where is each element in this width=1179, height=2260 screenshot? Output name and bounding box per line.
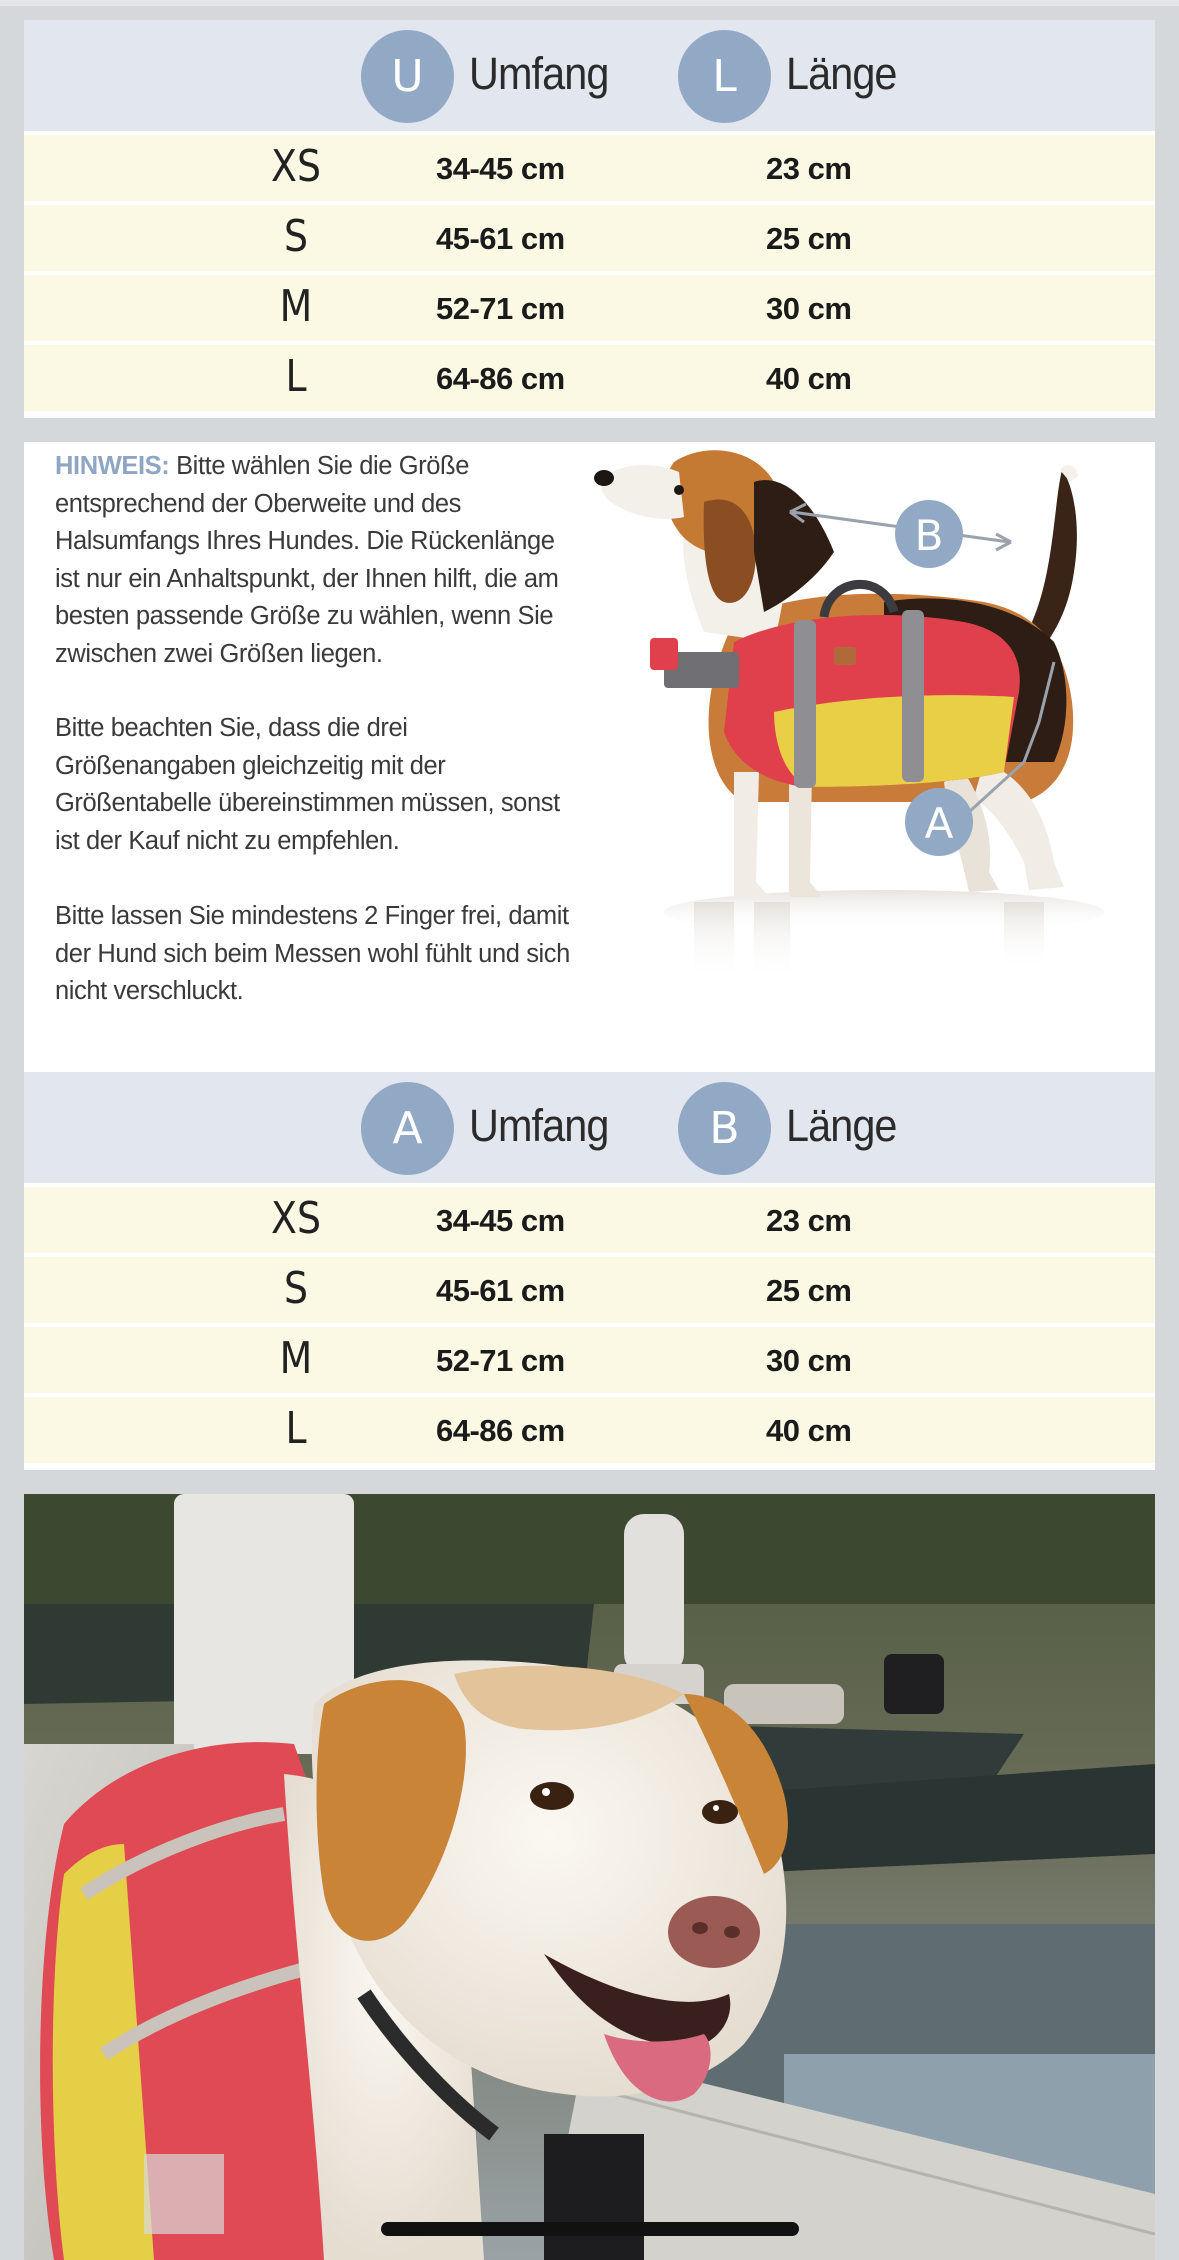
table-row bbox=[24, 1257, 1155, 1323]
badge-l: L bbox=[678, 30, 771, 123]
badge-u: U bbox=[361, 30, 454, 123]
girth-value: 34-45 cm bbox=[436, 151, 565, 186]
size-label: S bbox=[283, 1263, 309, 1314]
note-paragraph-1 bbox=[55, 448, 575, 673]
measurement-note bbox=[24, 442, 1155, 1072]
table-row bbox=[24, 1327, 1155, 1393]
badge-b: B bbox=[678, 1082, 771, 1175]
size-label: L bbox=[285, 351, 307, 402]
girth-value: 64-86 cm bbox=[436, 1413, 565, 1448]
girth-value: 52-71 cm bbox=[436, 291, 565, 326]
size-label: L bbox=[285, 1403, 307, 1454]
dog-measurement-illustration bbox=[584, 442, 1144, 1042]
girth-value: 34-45 cm bbox=[436, 1203, 565, 1238]
table-row bbox=[24, 135, 1155, 201]
size-table-1 bbox=[24, 20, 1155, 418]
home-indicator bbox=[381, 2222, 799, 2236]
size-table-header bbox=[24, 1072, 1155, 1183]
size-label: XS bbox=[271, 1193, 321, 1244]
note-paragraph-2: Bitte beachten Sie, dass die drei Größenangaben gleichzeitig mit der Größentabelle übereinstimmen müssen, sonst ist der Kauf nicht zu empfehlen. bbox=[55, 714, 560, 855]
girth-value: 45-61 cm bbox=[436, 1273, 565, 1308]
size-label: M bbox=[279, 281, 313, 332]
table-row bbox=[24, 1187, 1155, 1253]
girth-value: 45-61 cm bbox=[436, 221, 565, 256]
table-row bbox=[24, 275, 1155, 341]
length-value: 25 cm bbox=[766, 1273, 852, 1308]
note-paragraph-3: Bitte lassen Sie mindestens 2 Finger frei, damit der Hund sich beim Messen wohl fühlt und sich nicht verschluckt. bbox=[55, 902, 570, 1005]
note-text-1: Bitte wählen Sie die Größe entsprechend der Oberweite und des Halsumfangs Ihres Hundes. Die Rückenlänge ist nur ein Anhaltspunkt, der Ihnen hilft, die am besten passende Größe zu wählen, wenn Sie zwischen zwei Größen liegen. bbox=[55, 452, 559, 668]
size-label: S bbox=[283, 211, 309, 262]
length-value: 40 cm bbox=[766, 361, 852, 396]
header-label-umfang: Umfang bbox=[469, 48, 609, 99]
dog-photo bbox=[24, 1494, 1155, 2260]
label-b: B bbox=[914, 511, 944, 560]
table-row bbox=[24, 1397, 1155, 1463]
length-value: 40 cm bbox=[766, 1413, 852, 1448]
size-label: XS bbox=[271, 141, 321, 192]
length-value: 30 cm bbox=[766, 1343, 852, 1378]
table-row bbox=[24, 345, 1155, 411]
header-label-laenge: Länge bbox=[786, 1100, 897, 1151]
girth-value: 52-71 cm bbox=[436, 1343, 565, 1378]
label-a: A bbox=[924, 799, 954, 848]
header-label-umfang: Umfang bbox=[469, 1100, 609, 1151]
top-edge bbox=[0, 0, 1179, 6]
length-value: 30 cm bbox=[766, 291, 852, 326]
header-label-laenge: Länge bbox=[786, 48, 897, 99]
size-table-2 bbox=[24, 1072, 1155, 1470]
badge-a: A bbox=[361, 1082, 454, 1175]
length-value: 23 cm bbox=[766, 1203, 852, 1238]
girth-value: 64-86 cm bbox=[436, 361, 565, 396]
size-table-header bbox=[24, 20, 1155, 131]
size-label: M bbox=[279, 1333, 313, 1384]
note-heading: HINWEIS: bbox=[55, 452, 170, 480]
length-value: 23 cm bbox=[766, 151, 852, 186]
table-row bbox=[24, 205, 1155, 271]
length-value: 25 cm bbox=[766, 221, 852, 256]
